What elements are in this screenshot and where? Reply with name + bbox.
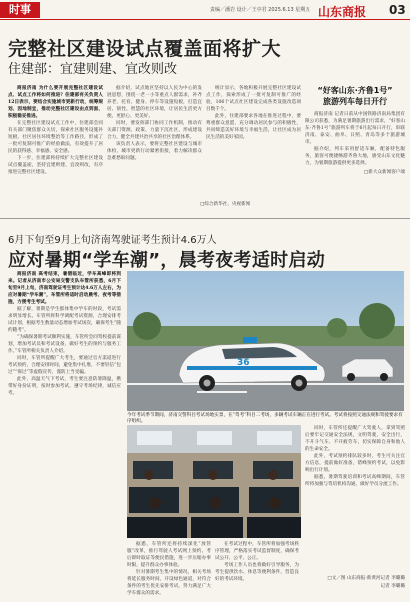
story2-column-1 — [8, 271, 121, 599]
story1-paragraph: 下一步，住建部将持续扩大完整社区建设试点覆盖面，坚持宜建则建、宜改则改，有序推进完整社区建设。 — [8, 156, 103, 175]
sidebar-title-line1: “好客山东·齐鲁1号” — [317, 86, 393, 95]
story1-column-3 — [206, 85, 301, 199]
story2-paragraph: 此外，考试预约排队较多时，考生可关注官方信息，提前做好准备，错峰预约考试，以免影响出行计划。 — [305, 454, 405, 473]
story2-paragraph: “为确保暑期考试顺利实施，车管所会同驾校提前谋划，增加考试员和考试设备，做好考生的预约与服务工作。”车管所相关负责人介绍。 — [8, 335, 121, 354]
section-divider — [0, 218, 410, 219]
story2-paragraph: 商报济南 高考结束，暑假临近，学车高峰即将到来。记者从济南市公安局交警支队车管所获悉，6月下旬至9月上旬，济南驾驶证考生预计达4.6万人左右，为应对暑期“学车潮”，车管所将适时启动晨考、夜考等措施，方便考生考试。 — [8, 272, 121, 305]
story2-column-3 — [215, 541, 299, 599]
story2-column-2 — [127, 541, 211, 599]
story2-paragraph: 同时，车管所提醒广大考生，要通过官方渠道进行考试预约，合理安排时间，避免集中扎堆，不要轻信“包过”“保过”等虚假宣传，谨防上当受骗。 — [8, 356, 121, 375]
header-rule — [0, 19, 410, 20]
story2-paragraph: 在考试过程中，车管所将加强考场秩序管理，严格落实考试监督制度，确保考试公开、公平、公正。 — [215, 542, 299, 561]
story1-column-1 — [8, 85, 103, 217]
story2-paragraph: 据了解，暑期是学生群体集中学车的时段，考试需求明显增长。车管所将科学调配考试资源，合理安排考试计划，根据考生数量动态增加考试场次，确保考生“随约随考”。 — [8, 307, 121, 333]
photo-caption: 今年考试季节期间，济南交警科目考试场地实景，在“驾考”科目二考场，多辆考试车辆正在进行考试。考试将按照交通法规和驾驶要求有序组织。 — [127, 413, 403, 424]
story2-paragraph: 据悉，暑期驾驶培训和考试高峰期间，车管所将加强与驾培机构沟通，做好学员分流工作。 — [305, 475, 405, 487]
svg-text:36: 36 — [237, 358, 250, 368]
story2-paragraph: 考场工作人员也将做好引导服务，为考生提供饮水、休息等便利条件，营造良好的考试环境。 — [215, 563, 299, 582]
page-header — [0, 0, 410, 18]
story1-paragraph: 统计显示，各地积极开展完整社区建设试点工作，探索形成了一批可复制可推广的经验，106个试点社区建设完成各类设施改造项目数千个。 — [206, 86, 301, 112]
exam-hall-photo — [127, 425, 301, 538]
story2-subtitle: 6月下旬至9月上旬济南驾驶证考生预计4.6万人 — [8, 235, 217, 246]
page-number: 03 — [389, 3, 406, 17]
sidebar-paragraph: 据介绍，列车采用舒适车厢，配备特色服务，旅客可便捷畅游齐鲁大地，感受山东文化魅力，为暑期旅游提供更多选择。 — [305, 147, 405, 166]
story1-subtitle: 住建部：宜建则建、宜改则改 — [8, 62, 178, 77]
story2-paragraph: 据悉，车管所还将持续深化“放管服”改革，推行驾驶人考试网上预约、考后即时取证等便民措施，进一步压缩办事时限，提升群众办事体验。 — [127, 542, 211, 568]
sidebar-body — [305, 111, 405, 167]
story1-paragraph: 商报济南 为什么要开展完整社区建设试点、试点工作将如何推进？住建部有关负责人12日表示，要结合实施城市更新行动，统筹规划、因地制宜，推动完整社区建设由点到面、积极稳妥推进。 — [8, 86, 103, 119]
story1-paragraph: 在完整社区建设试点工作中，住建部会同有关部门聚焦群众关切，探索社区服务设施补短板、社区居住环境整治等工作路径，形成了一批可复制可推广的经验做法，有效提升了居民的获得感、幸福感、安全感。 — [8, 121, 103, 154]
story2-credit-reporter: □文／图 山东商报·新黄河记者 李璐璐 — [327, 576, 405, 581]
sidebar-paragraph: 商报济南 记者日前从中国铁路济南局集团有限公司获悉，为满足暑期旅游出行需求，“好客山东·齐鲁1号”旅游列车将于6月起每日开行，串联济南、泰安、曲阜、日照、青岛等多个旅游城市。 — [305, 112, 405, 145]
newspaper-brand: 山东商报 — [318, 5, 367, 19]
story1-paragraph: 此外，住建部要求各地在推进过程中，要尊重群众意愿，充分调动居民参与的积极性，共同缔造美好环境与幸福生活，让社区成为居民生活的美好家园。 — [206, 114, 301, 140]
story1-column-2 — [107, 85, 202, 217]
section-tag: 时事 — [0, 2, 40, 18]
story2-title: 应对暑期“学车潮”，晨考夜考适时启动 — [8, 250, 326, 271]
story1-paragraph: 该负责人表示，要将完整社区建设与城市体检、城市更新行动紧密衔接，着力解决群众急难愁盼问题。 — [107, 142, 202, 161]
story2-paragraph: 针对暑期考生集中的情况，相关考场将延长服务时间，开设绿色通道，对符合条件的考生优先安排考试，努力满足广大学车群众的需求。 — [127, 570, 211, 596]
exam-car-photo — [127, 271, 404, 411]
sidebar-credit: □新大众新闻客户端 — [363, 170, 405, 175]
story1-title: 完整社区建设试点覆盖面将扩大 — [8, 38, 282, 60]
story1-paragraph: 据介绍，试点地区坚持以人民为中心的发展思想，围绕一老一小等重点人群需求，补齐养老、托育、健身、停车等设施短板，打造宜居、韧性、智慧的社区环境，让居民生活更方便、更舒心、更美好。 — [107, 86, 202, 119]
story2-column-4 — [305, 425, 405, 573]
story1-credit: □综合新华社、央视新闻 — [200, 202, 251, 207]
sidebar-story — [305, 85, 405, 212]
story1-paragraph: 同时，要发挥部门协同工作机制，推动有关部门资源、政策、力量下沉社区，形成建设合力，健全共建共治共享的社区治理体系。 — [107, 121, 202, 140]
story2-paragraph: 此外，高温天气下考试，考生要注意防暑降温，携带好身份证明，按时参加考试，遵守考场纪律，诚信应考。 — [8, 377, 121, 396]
story2-credit-editor: 记者 李璐璐 — [380, 584, 405, 589]
story2-paragraph: 同时，车管所还提醒广大驾驶人，拿到驾照后要牢记交通安全法规，文明驾驶，安全出行，不开斗气车、不开疲劳车，切实保障自身和他人的生命安全。 — [305, 426, 405, 452]
header-meta: 责编／潘岩 设计／王亭君 2025.6.13 星期五 — [210, 7, 311, 13]
sidebar-title-line2: 旅游列车每日开行 — [323, 97, 387, 106]
